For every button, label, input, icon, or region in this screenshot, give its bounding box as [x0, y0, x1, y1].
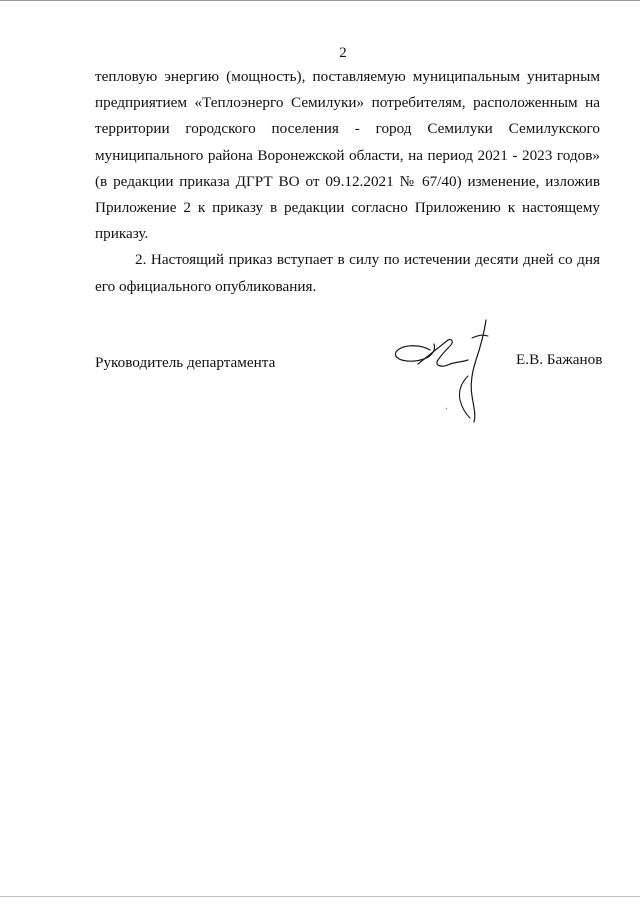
signatory-position: Руководитель департамента — [95, 354, 276, 371]
handwritten-signature — [390, 314, 510, 424]
body-line: Приложение 2 к приказу в редакции согласно Приложению к настоящему — [95, 198, 600, 216]
scan-edge-top — [0, 0, 640, 1]
body-line: тепловую энергию (мощность), поставляемую муниципальным унитарным — [95, 68, 600, 85]
body-line: территории городского поселения - город Семилуки Семилукского — [95, 120, 600, 138]
body-line: его официального опубликования. — [95, 277, 317, 295]
scan-edge-bottom — [0, 896, 640, 897]
body-line: приказу. — [95, 225, 149, 243]
body-line: (в редакции приказа ДГРТ ВО от 09.12.2021 № 67/40) изменение, изложив — [95, 172, 600, 190]
body-line: предприятием «Теплоэнерго Семилуки» потребителям, расположенным на — [95, 94, 600, 112]
body-line-paragraph-2: 2. Настоящий приказ вступает в силу по истечении десяти дней со дня — [135, 251, 600, 269]
signatory-name: Е.В. Бажанов — [516, 351, 603, 368]
body-line: муниципального района Воронежской области, на период 2021 - 2023 годов» — [95, 146, 600, 164]
page-number: 2 — [339, 45, 347, 61]
document-body — [95, 64, 600, 300]
